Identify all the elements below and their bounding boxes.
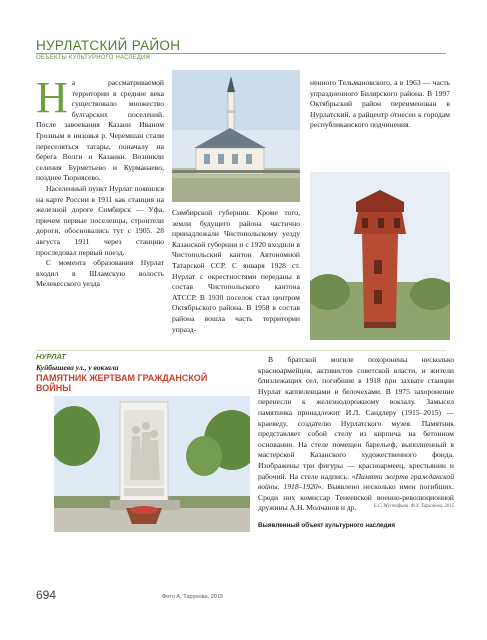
intro-column-2 xyxy=(172,208,300,340)
monument-description xyxy=(258,355,454,514)
authors-credit: Е.С. Мустафина, Ф.Х. Тарханова, 2015 xyxy=(373,504,454,509)
section-title: НУРЛАТСКИЙ РАЙОН xyxy=(36,38,181,53)
mosque-photo xyxy=(172,70,300,202)
intro-paragraph: С момента образования Нурлат входил в Шламскую волость Мелекесского уезда xyxy=(36,258,164,289)
heritage-status: Выявленный объект культурного наследия xyxy=(258,522,396,529)
header-divider xyxy=(36,53,446,54)
monument-paragraph: В братской могиле похоронены несколько красноармейцев, активистов советской власти, и жители близлежащих сел, погибшие в 1918 при захвате станции Нурлат каппелевцами и белочехами. В 1975 захоронение перенесли к железнодорожному вокзалу. Замысел памятника принадлежит И.Л. Сандлеру (1915–2015) — краеведу, создателю Нурлатского музея. Памятник представляет собой стелу из кирпича на бетонном основании. На стеле помещен барельеф, выполненный в мастерской Казанского художественного фонда. Изображены три фигуры — красноармеец, крестьянин и рабочий. На стеле надпись: «Памяти жертв гражданской войны. 1918–1920». Выявлено несколько имен погибших. Среди них комиссар Тенеевской военно-революционной дружины А.Н. Молчанов и др. xyxy=(258,355,454,513)
intro-paragraph: Населенный пункт Нурлат появился на карте России в 1911 как станция на железной дороге Симбирск — Уфа, причем первые поселенцы, строители дороги, обосновались тут с 1905. 28 августа 1911 через станцию проследовал первый поезд. xyxy=(36,183,164,257)
section-subtitle: ОБЪЕКТЫ КУЛЬТУРНОГО НАСЛЕДИЯ xyxy=(36,55,151,61)
water-tower-photo xyxy=(310,172,450,340)
section-divider xyxy=(36,350,446,351)
monument-title: ПАМЯТНИК ЖЕРТВАМ ГРАЖДАНСКОЙ ВОЙНЫ xyxy=(36,373,208,393)
intro-paragraph: ненного Тельмановского, а в 1963 — часть упраздненного Билярского района. В 1997 Октябрьский район переименован в Нурлатский, а райцентр отнесен к городам республиканского подчинения. xyxy=(310,78,450,130)
locality-label: НУРЛАТ xyxy=(36,352,66,361)
intro-paragraph: а рассматриваемой территории в средние века существовало множество булгарских поселений. После завоевания Казани Иваном Грозным в низовья р. Черемшан стали переселяться татары, поначалу на берега Волги и Казанки. Возникли селения Бурметьево и Курманаево, позднее Тюрнясево. xyxy=(36,78,164,183)
intro-column-1 xyxy=(36,78,164,340)
photo-credit: Фото А. Тарунова, 2015 xyxy=(162,594,224,600)
drop-cap: Н xyxy=(36,78,68,122)
address-label: Куйбышева ул., у вокзала xyxy=(36,363,119,372)
intro-column-3 xyxy=(310,78,450,168)
monument-photo xyxy=(54,396,250,532)
page-number: 694 xyxy=(36,588,57,602)
intro-paragraph: Симбирской губернии. Кроме того, земли будущего района частично принадлежали Чистопольскому уезду Казанской губернии и с 1920 входили в Чистопольский кантон Автономной Татарской ССР. С января 1928 ст. Нурлат с окрестностями переданы в состав Чистопольского кантона АТССР. В 1930 поселок стал центром Октябрьского района. В 1958 в состав района вошла часть территории упразд- xyxy=(172,208,300,334)
